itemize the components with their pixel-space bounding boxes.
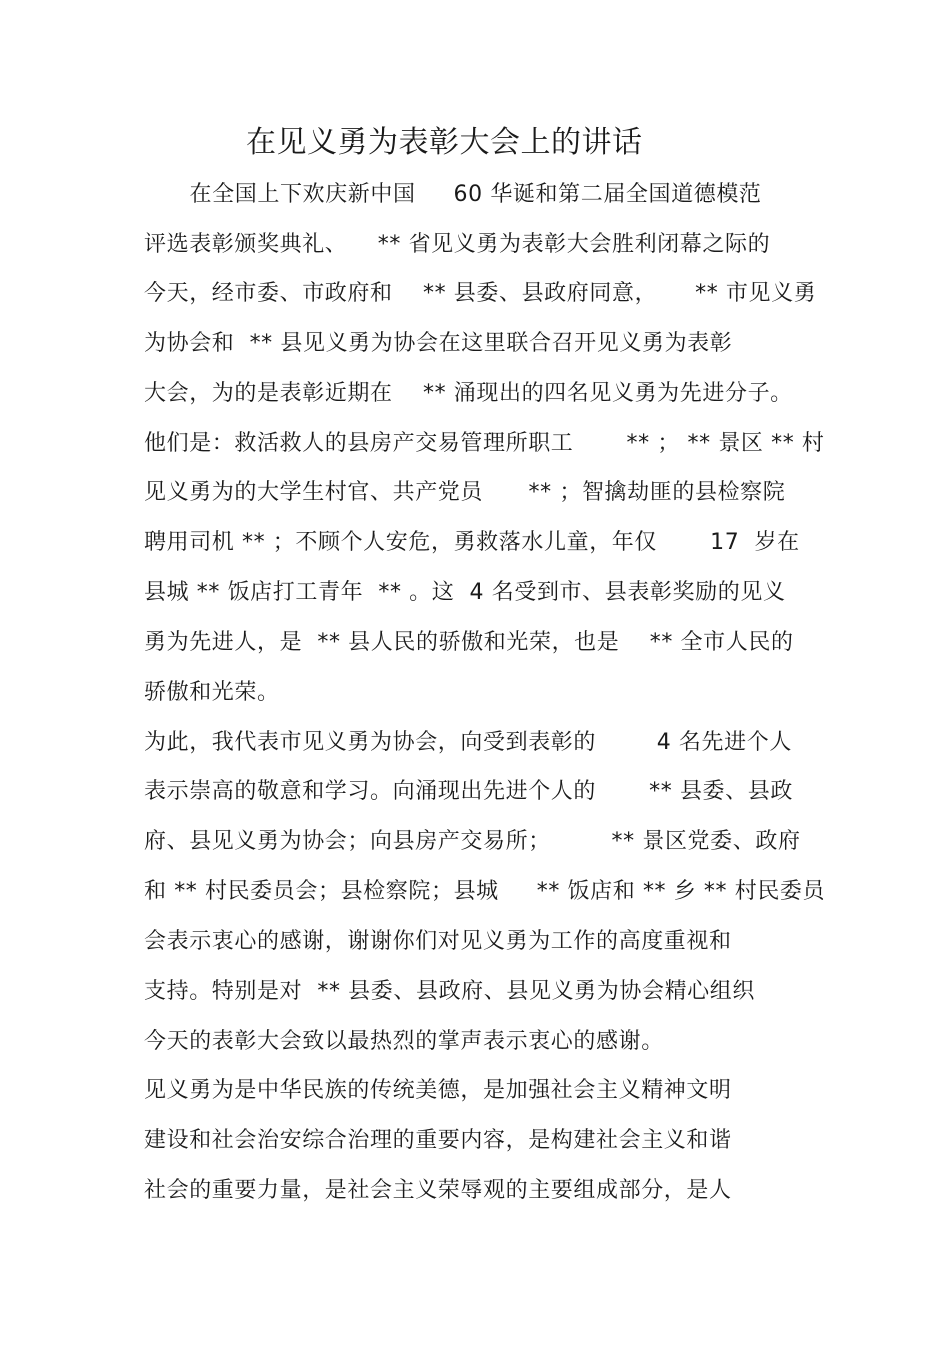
text-line: 为协会和 ** 县见义勇为协会在这里联合召开见义勇为表彰 — [144, 331, 733, 356]
text-line: 今天，经市委、市政府和 ** 县委、县政府同意， ** 市见义勇 — [144, 281, 817, 306]
text-line: 聘用司机 ** ；不顾个人安危，勇救落水儿童，年仅 17 岁在 — [144, 530, 800, 555]
text-line: 会表示衷心的感谢，谢谢你们对见义勇为工作的高度重视和 — [144, 929, 732, 954]
text-line: 评选表彰颁奖典礼、 ** 省见义勇为表彰大会胜利闭幕之际的 — [144, 232, 771, 257]
text-line: 表示崇高的敬意和学习。向涌现出先进个人的 ** 县委、县政 — [144, 779, 793, 804]
text-line: 建设和社会治安综合治理的重要内容，是构建社会主义和谐 — [144, 1128, 732, 1153]
text-line: 社会的重要力量，是社会主义荣辱观的主要组成部分，是人 — [144, 1178, 732, 1203]
text-line: 支持。特别是对 ** 县委、县政府、县见义勇为协会精心组织 — [144, 979, 755, 1004]
text-line: 为此，我代表市见义勇为协会，向受到表彰的 4 名先进个人 — [144, 730, 792, 755]
text-line: 大会，为的是表彰近期在 ** 涌现出的四名见义勇为先进分子。 — [144, 381, 793, 406]
text-line: 他们是：救活救人的县房产交易管理所职工 ** ； ** 景区 ** 村 — [144, 431, 825, 456]
text-line: 府、县见义勇为协会；向县房产交易所； ** 景区党委、政府 — [144, 829, 801, 854]
text-line: 见义勇为是中华民族的传统美德，是加强社会主义精神文明 — [144, 1078, 732, 1103]
text-line: 县城 ** 饭店打工青年 ** 。这 4 名受到市、县表彰奖励的见义 — [144, 580, 786, 605]
text-line: 勇为先进人，是 ** 县人民的骄傲和光荣，也是 ** 全市人民的 — [144, 630, 794, 655]
text-line: 在全国上下欢庆新中国 60 华诞和第二届全国道德模范 — [144, 182, 762, 207]
text-line: 和 ** 村民委员会；县检察院；县城 ** 饭店和 ** 乡 ** 村民委员 — [144, 879, 826, 904]
page-title: 在见义勇为表彰大会上的讲话 — [246, 125, 643, 160]
text-line: 见义勇为的大学生村官、共产党员 ** ；智擒劫匪的县检察院 — [144, 480, 786, 505]
text-line: 今天的表彰大会致以最热烈的掌声表示衷心的感谢。 — [144, 1029, 664, 1054]
text-line: 骄傲和光荣。 — [144, 680, 280, 705]
